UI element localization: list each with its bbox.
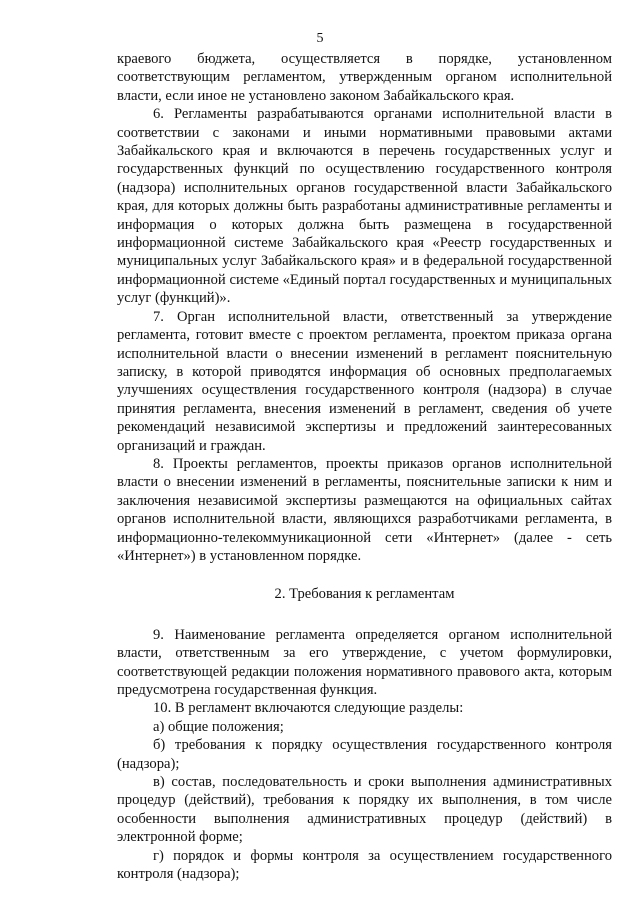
- document-body: [117, 50, 612, 883]
- paragraph-7: 7. Орган исполнительной власти, ответственный за утверждение регламента, готовит вместе с проектом регламента, проектом приказа органа исполнительной власти о внесении изменений в регламент пояснительную записку, в которой приводятся информация об основных предполагаемых улучшениях осуществления государственного контроля (надзора) в случае принятия регламента, внесения изменений в регламент, сведения об учете рекомендаций независимой экспертизы и предложений заинтересованных организаций и граждан.: [117, 308, 612, 454]
- page-number: 5: [316, 31, 324, 46]
- list-item-v: в) состав, последовательность и сроки выполнения административных процедур (действий), требования к порядку их выполнения, в том числе особенности выполнения административных процедур (действий) в электронной форме;: [117, 774, 612, 846]
- list-item-g: г) порядок и формы контроля за осуществлением государственного контроля (надзора);: [117, 847, 612, 883]
- paragraph-9: 9. Наименование регламента определяется органом исполнительной власти, ответственным за его утверждение, с учетом формулировки, соответствующей редакции положения нормативного правового акта, которым предусмотрена государственная функция.: [117, 626, 612, 698]
- paragraph-continuation: краевого бюджета, осуществляется в порядке, установленном соответствующим регламентом, утвержденным органом исполнительной власти, если иное не установлено законом Забайкальского края.: [117, 51, 612, 104]
- list-item-a: а) общие положения;: [153, 718, 284, 735]
- section-heading: 2. Требования к регламентам: [274, 586, 455, 603]
- paragraph-10: 10. В регламент включаются следующие разделы:: [153, 700, 464, 717]
- list-item-b: б) требования к порядку осуществления государственного контроля (надзора);: [117, 737, 612, 772]
- paragraph-6: 6. Регламенты разрабатываются органами исполнительной власти в соответствии с законами и иными нормативными правовыми актами Забайкальского края и включаются в перечень государственных услуг и государственных функций по осуществлению государственного контроля (надзора) исполнительных органов государственной власти Забайкальского края, для которых должны быть разработаны административные регламенты и информация о которых должна быть размещена в государственной информационной системе Забайкальского края «Реестр государственных и муниципальных услуг Забайкальского края» и в федеральной государственной информационной системе «Единый портал государственных и муниципальных услуг (функций)».: [117, 106, 612, 307]
- paragraph-8: 8. Проекты регламентов, проекты приказов органов исполнительной власти о внесении изменений в регламенты, пояснительные записки к ним и заключения независимой экспертизы размещаются на официальных сайтах органов исполнительной власти, являющихся разработчиками регламента, в информационно-телекоммуникационной сети «Интернет» (далее - сеть «Интернет») в установленном порядке.: [117, 455, 612, 564]
